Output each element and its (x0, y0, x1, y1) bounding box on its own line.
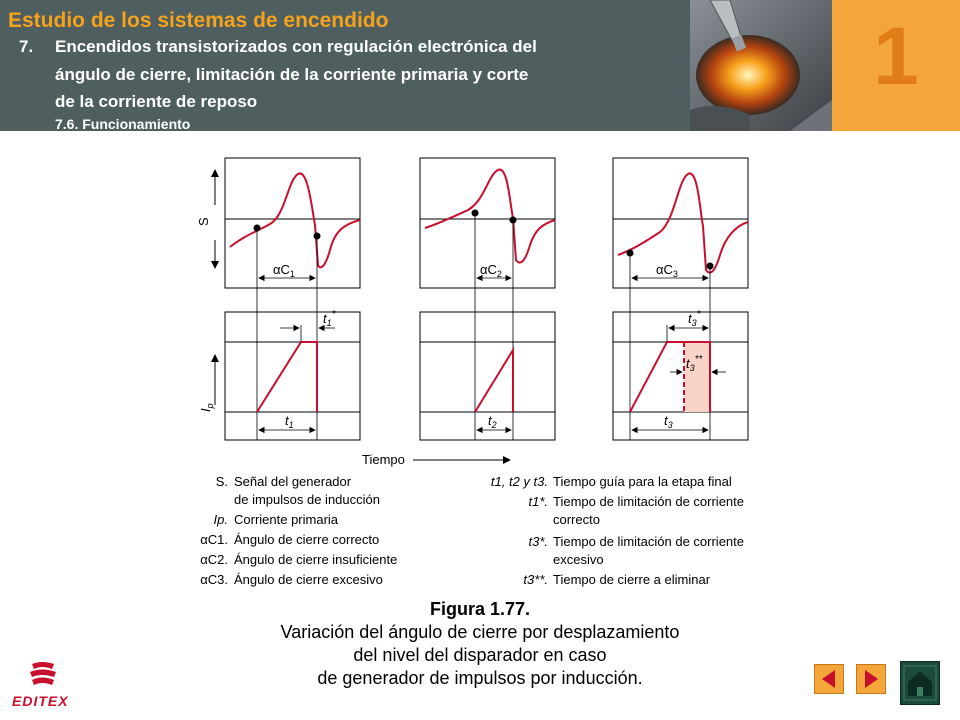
previous-button[interactable] (814, 664, 844, 694)
chapter-badge (832, 0, 960, 131)
current-axis-label: $I_p$ (198, 403, 215, 412)
legend-right-text-6: Tiempo de cierre a eliminar (553, 572, 711, 587)
legend-right-text-1: Tiempo guía para la etapa final (553, 474, 732, 489)
section-number: 7. (19, 37, 34, 56)
guide-lines (257, 213, 710, 440)
legend-left-text-6: Ángulo de cierre excesivo (234, 572, 383, 587)
legend-right-text-3: correcto (553, 512, 600, 527)
subsection-title: 7.6. Funcionamiento (55, 116, 191, 132)
legend-right-text-5: excesivo (553, 552, 604, 567)
angle-label-2: $\alpha C_2$ (480, 262, 502, 279)
chapter-number: 1 (873, 11, 919, 102)
angle-label-3: $\alpha C_3$ (656, 262, 678, 279)
excess-dwell-area (684, 342, 710, 412)
legend-left-key-1: S. (215, 474, 228, 489)
caption-line-3: de generador de impulsos por inducción. (317, 668, 643, 688)
signal-curves (230, 170, 748, 273)
legend-right-key-2: t1*. (528, 494, 548, 509)
home-button[interactable] (900, 661, 940, 705)
home-icon (901, 662, 939, 704)
legend-right-key-6: t3**. (523, 572, 548, 587)
editex-logo (10, 660, 80, 712)
caption-line-1: Variación del ángulo de cierre por desplazamiento (280, 622, 680, 642)
figure-caption (180, 598, 780, 690)
t1-star-label: $t_1^*$ (323, 309, 336, 328)
legend-right-key-4: t3*. (528, 534, 548, 549)
page-title: Estudio de los sistemas de encendido (8, 9, 389, 32)
figure-diagram (170, 150, 800, 600)
legend-left-text-2: de impulsos de inducción (234, 492, 380, 507)
header-bar (0, 0, 690, 131)
legend-right (491, 474, 744, 587)
arrow-left-icon (815, 665, 843, 693)
next-button[interactable] (856, 664, 886, 694)
legend-left-text-5: Ángulo de cierre insuficiente (234, 552, 398, 567)
t1-label: $t_1$ (285, 413, 294, 430)
legend-right-key-1: t1, t2 y t3. (490, 474, 548, 489)
t3-star-label: $t_3^*$ (688, 309, 701, 328)
t3-label: $t_3$ (664, 413, 673, 430)
spark-plug-image (690, 0, 832, 131)
time-axis-label: Tiempo (362, 452, 405, 467)
svg-text:EDITEX: EDITEX (12, 693, 69, 709)
legend-left-key-3: Ip. (213, 512, 228, 527)
arrow-right-icon (857, 665, 885, 693)
legend-left-key-4: αC1. (200, 532, 228, 547)
section-title-line-1: Encendidos transistorizados con regulación electrónica del (55, 37, 537, 56)
t2-label: $t_2$ (488, 413, 497, 430)
legend-left-text-3: Corriente primaria (234, 512, 339, 527)
section-title-line-2: ángulo de cierre, limitación de la corriente primaria y corte (55, 65, 529, 84)
time-dimensions (259, 325, 726, 430)
caption-title: Figura 1.77. (429, 599, 531, 619)
signal-axis-label: S (196, 217, 211, 226)
t3-double-star-label: $t_3^{**}$ (686, 354, 703, 373)
legend-left (200, 474, 397, 587)
current-curves (257, 342, 710, 412)
section-title-line-3: de la corriente de reposo (55, 92, 258, 111)
legend-right-text-2: Tiempo de limitación de corriente (553, 494, 744, 509)
legend-left-key-5: αC2. (200, 552, 228, 567)
legend-left-text-1: Señal del generador (234, 474, 352, 489)
legend-right-text-4: Tiempo de limitación de corriente (553, 534, 744, 549)
angle-label-1: $\alpha C_1$ (273, 262, 295, 279)
legend-left-key-6: αC3. (200, 572, 228, 587)
caption-line-2: del nivel del disparador en caso (353, 645, 607, 665)
legend-left-text-4: Ángulo de cierre correcto (234, 532, 380, 547)
